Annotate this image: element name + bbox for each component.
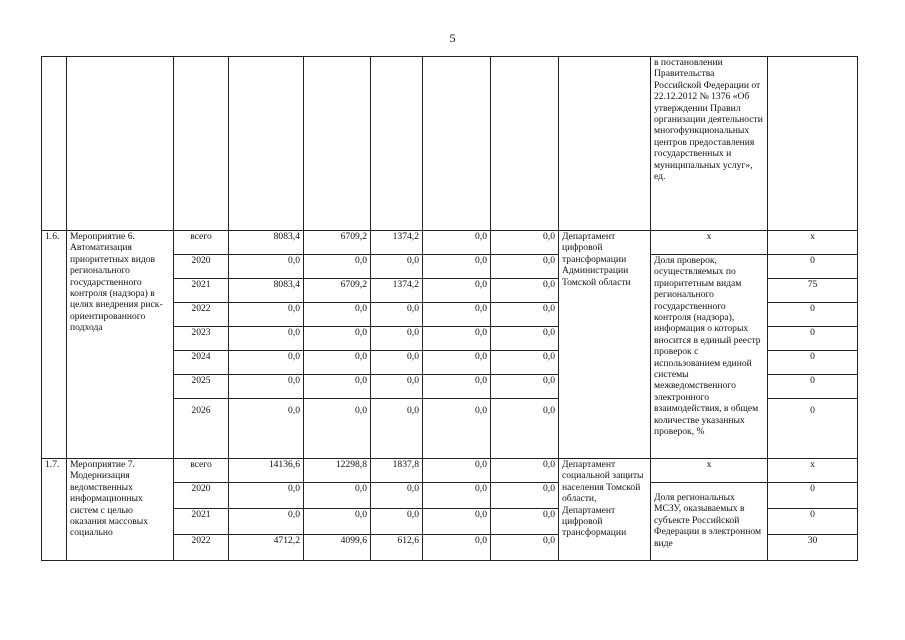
regional-cell: 1374,2 (371, 279, 423, 303)
year-cell: 2022 (174, 303, 229, 327)
measure-name: Мероприятие 6. Автоматизация приоритетных видов регионального государственного контроля (надзора) в целях внедрения риск-ориентированного подхода (67, 231, 174, 459)
value-cell: х (768, 231, 858, 255)
value-cell: 0 (768, 303, 858, 327)
regional-cell: 0,0 (371, 327, 423, 351)
cell (559, 57, 651, 231)
other-cell: 0,0 (491, 459, 559, 483)
value-cell: 0 (768, 327, 858, 351)
local-cell: 0,0 (423, 279, 491, 303)
local-cell: 0,0 (423, 483, 491, 509)
value-cell: 0 (768, 255, 858, 279)
total-cell: 0,0 (229, 255, 304, 279)
other-cell: 0,0 (491, 351, 559, 375)
value-cell: 30 (768, 535, 858, 561)
year-cell: всего (174, 231, 229, 255)
year-cell: 2022 (174, 535, 229, 561)
continuation-row (42, 57, 858, 231)
year-cell: 2024 (174, 351, 229, 375)
cell (371, 57, 423, 231)
regional-cell: 1837,8 (371, 459, 423, 483)
cell (229, 57, 304, 231)
local-cell: 0,0 (423, 535, 491, 561)
cell (491, 57, 559, 231)
value-cell: 0 (768, 483, 858, 509)
value-cell: 0 (768, 509, 858, 535)
year-cell: 2021 (174, 509, 229, 535)
other-cell: 0,0 (491, 375, 559, 399)
indicator-x: х (651, 231, 768, 255)
table-row (42, 231, 858, 255)
other-cell: 0,0 (491, 279, 559, 303)
indicator-description: Доля проверок, осуществляемых по приоритетным видам регионального государственного контроля (надзора), информация о которых вносится в единый реестр проверок с использованием единой системы межведомственного электронного взаимодействия, в общем количестве указанных проверок, % (651, 255, 768, 459)
department: Департамент социальной защиты населения Томской области, Департамент цифровой трансформации (559, 459, 651, 561)
department: Департамент цифровой трансформации Администрации Томской области (559, 231, 651, 459)
federal-cell: 0,0 (304, 509, 371, 535)
local-cell: 0,0 (423, 459, 491, 483)
indicator-text-continued: в постановлении Правительства Российской Федерации от 22.12.2012 № 1376 «Об утверждении Правил организации деятельности многофункциональных центров предоставления государственных и муниципальных услуг», ед. (651, 57, 768, 231)
total-cell: 0,0 (229, 327, 304, 351)
regional-cell: 612,6 (371, 535, 423, 561)
federal-cell: 4099,6 (304, 535, 371, 561)
measure-name: Мероприятие 7. Модернизация ведомственных информационных систем с целью оказания массовых социально (67, 459, 174, 561)
other-cell: 0,0 (491, 535, 559, 561)
regional-cell: 0,0 (371, 509, 423, 535)
cell (768, 57, 858, 231)
federal-cell: 0,0 (304, 303, 371, 327)
local-cell: 0,0 (423, 399, 491, 459)
other-cell: 0,0 (491, 483, 559, 509)
indicator-x: х (651, 459, 768, 483)
year-cell: всего (174, 459, 229, 483)
total-cell: 0,0 (229, 509, 304, 535)
total-cell: 8083,4 (229, 231, 304, 255)
local-cell: 0,0 (423, 375, 491, 399)
federal-cell: 0,0 (304, 483, 371, 509)
other-cell: 0,0 (491, 399, 559, 459)
federal-cell: 0,0 (304, 255, 371, 279)
year-cell: 2023 (174, 327, 229, 351)
total-cell: 0,0 (229, 303, 304, 327)
row-number: 1.6. (42, 231, 67, 459)
local-cell: 0,0 (423, 509, 491, 535)
regional-cell: 0,0 (371, 375, 423, 399)
federal-cell: 6709,2 (304, 279, 371, 303)
indicator-description: Доля региональных МСЗУ, оказываемых в субъекте Российской Федерации в электронном виде (651, 483, 768, 561)
year-cell: 2020 (174, 483, 229, 509)
cell (174, 57, 229, 231)
total-cell: 0,0 (229, 375, 304, 399)
value-cell: 0 (768, 375, 858, 399)
value-cell: х (768, 459, 858, 483)
total-cell: 0,0 (229, 483, 304, 509)
year-cell: 2020 (174, 255, 229, 279)
table-row (42, 459, 858, 483)
value-cell: 75 (768, 279, 858, 303)
regional-cell: 0,0 (371, 303, 423, 327)
total-cell: 4712,2 (229, 535, 304, 561)
value-cell: 0 (768, 351, 858, 375)
federal-cell: 6709,2 (304, 231, 371, 255)
regional-cell: 0,0 (371, 399, 423, 459)
year-cell: 2025 (174, 375, 229, 399)
federal-cell: 0,0 (304, 327, 371, 351)
other-cell: 0,0 (491, 509, 559, 535)
total-cell: 0,0 (229, 399, 304, 459)
local-cell: 0,0 (423, 255, 491, 279)
federal-cell: 12298,8 (304, 459, 371, 483)
regional-cell: 1374,2 (371, 231, 423, 255)
local-cell: 0,0 (423, 303, 491, 327)
local-cell: 0,0 (423, 231, 491, 255)
federal-cell: 0,0 (304, 375, 371, 399)
regional-cell: 0,0 (371, 255, 423, 279)
cell (42, 57, 67, 231)
year-cell: 2026 (174, 399, 229, 459)
other-cell: 0,0 (491, 327, 559, 351)
local-cell: 0,0 (423, 327, 491, 351)
row-number: 1.7. (42, 459, 67, 561)
local-cell: 0,0 (423, 351, 491, 375)
value-cell: 0 (768, 399, 858, 459)
regional-cell: 0,0 (371, 351, 423, 375)
total-cell: 8083,4 (229, 279, 304, 303)
other-cell: 0,0 (491, 231, 559, 255)
cell (423, 57, 491, 231)
cell (67, 57, 174, 231)
other-cell: 0,0 (491, 255, 559, 279)
total-cell: 0,0 (229, 351, 304, 375)
cell (304, 57, 371, 231)
other-cell: 0,0 (491, 303, 559, 327)
regional-cell: 0,0 (371, 483, 423, 509)
page-number: 5 (449, 31, 456, 45)
total-cell: 14136,6 (229, 459, 304, 483)
year-cell: 2021 (174, 279, 229, 303)
federal-cell: 0,0 (304, 399, 371, 459)
federal-cell: 0,0 (304, 351, 371, 375)
program-table (41, 56, 858, 561)
